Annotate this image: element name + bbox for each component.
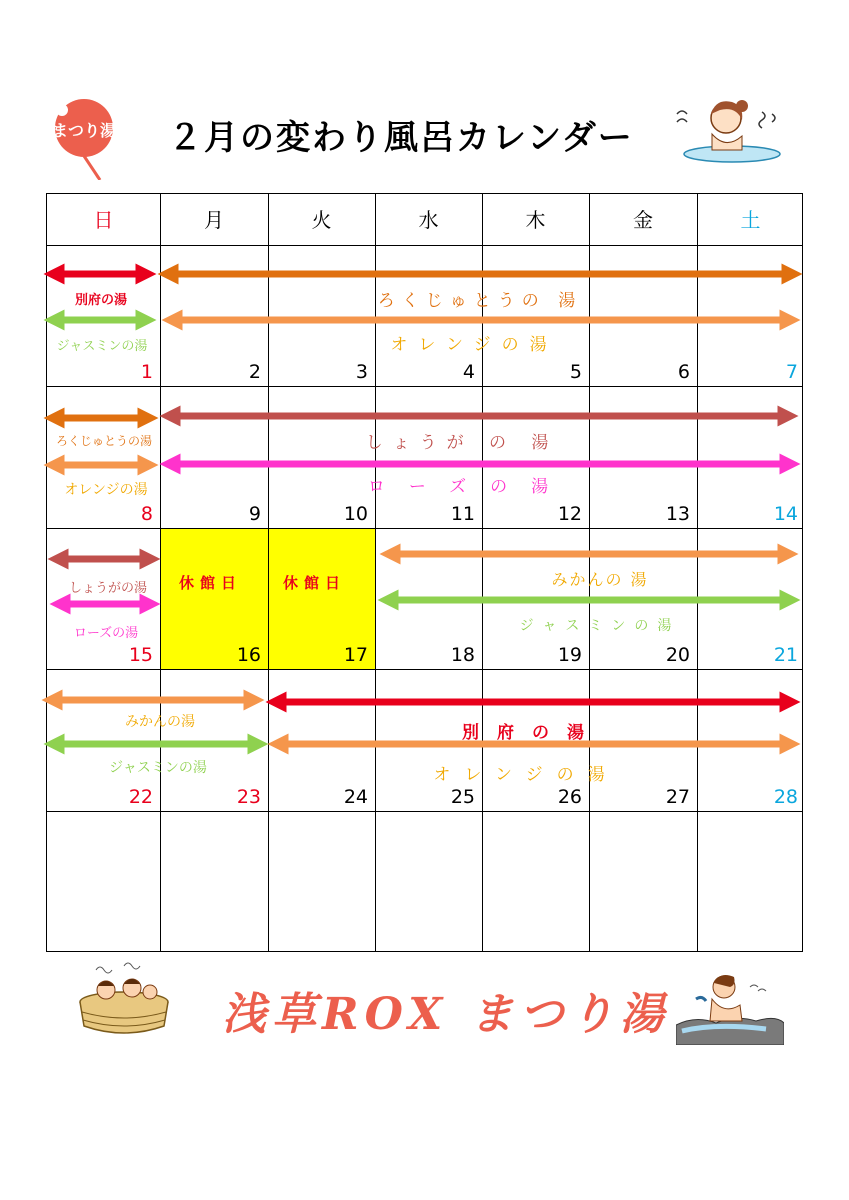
day-number: 28 <box>773 786 798 808</box>
day-number: 6 <box>677 361 690 383</box>
label-rose-w2: ローズの湯 <box>367 477 573 497</box>
label-shoga-w2: しょうが の 湯 <box>365 433 559 453</box>
day-number: 17 <box>343 644 368 666</box>
day-number: 13 <box>665 503 690 525</box>
grid-line <box>47 669 802 670</box>
label-orange-w4: オレンジの湯 <box>433 765 619 785</box>
day-number: 25 <box>450 786 475 808</box>
day-number: 14 <box>773 503 798 525</box>
label-jasmine-w4: ジャスミンの湯 <box>109 760 207 776</box>
label-rokujuto-w2: ろくじゅとうの湯 <box>55 434 153 448</box>
rock-bath-illustration <box>676 965 784 1045</box>
day-number: 3 <box>355 361 368 383</box>
day-number: 19 <box>557 644 582 666</box>
day-number: 26 <box>557 786 582 808</box>
day-number: 2 <box>248 361 261 383</box>
day-number: 27 <box>665 786 690 808</box>
label-mikan-w3: みかんの 湯 <box>551 570 649 589</box>
day-number: 16 <box>236 644 261 666</box>
label-beppu-w4: 別府の湯 <box>462 723 602 743</box>
day-number: 20 <box>665 644 690 666</box>
weekday-sat: 土 <box>740 208 761 232</box>
label-rokujuto-w1: ろくじゅとうの 湯 <box>377 291 583 311</box>
page-title: ２月の変わり風呂カレンダー <box>168 118 634 158</box>
weekday-mon: 月 <box>204 208 224 232</box>
day-number: 11 <box>450 503 475 525</box>
grid-line <box>47 811 802 812</box>
day-number: 24 <box>343 786 368 808</box>
day-number: 9 <box>248 503 261 525</box>
day-number: 4 <box>462 361 475 383</box>
day-number: 5 <box>569 361 582 383</box>
grid-line <box>47 528 802 529</box>
day-number: 18 <box>450 644 475 666</box>
grid-line <box>160 194 161 951</box>
grid-line <box>268 194 269 951</box>
weekday-tue: 火 <box>311 208 332 232</box>
grid-line <box>47 386 802 387</box>
closed-label-17: 休館日 <box>283 574 347 592</box>
grid-line <box>375 194 376 951</box>
closed-label-16: 休館日 <box>179 574 243 592</box>
day-number: 15 <box>128 644 153 666</box>
footer-brand: 浅草ROX まつり湯 <box>222 989 670 1040</box>
weekday-thu: 木 <box>525 208 546 232</box>
day-number: 7 <box>785 361 798 383</box>
day-number: 10 <box>343 503 368 525</box>
day-number: 12 <box>557 503 582 525</box>
day-number: 1 <box>140 361 153 383</box>
label-jasmine-w1: ジャスミンの湯 <box>56 339 148 354</box>
day-number: 22 <box>128 786 153 808</box>
weekday-fri: 金 <box>633 208 653 232</box>
bather-illustration <box>672 92 782 164</box>
label-jasmine-w3: ジャスミンの湯 <box>519 618 681 634</box>
logo-fan <box>48 98 128 180</box>
label-rose-w3: ローズの湯 <box>73 626 139 641</box>
day-number: 23 <box>236 786 261 808</box>
label-shoga-w3: しょうがの湯 <box>68 581 148 596</box>
weekday-wed: 水 <box>418 208 439 232</box>
weekday-sun: 日 <box>93 208 114 232</box>
day-number: 21 <box>773 644 798 666</box>
day-number: 8 <box>140 503 153 525</box>
svg-text:まつり湯: まつり湯 <box>51 121 117 140</box>
label-orange-w2: オレンジの湯 <box>64 482 148 498</box>
label-mikan-w4: みかんの湯 <box>125 714 195 730</box>
label-beppu-w1: 別府の湯 <box>74 293 128 308</box>
label-orange-w1: オレンジの湯 <box>390 335 558 355</box>
tub-family-illustration <box>74 958 174 1038</box>
grid-line <box>697 194 698 951</box>
